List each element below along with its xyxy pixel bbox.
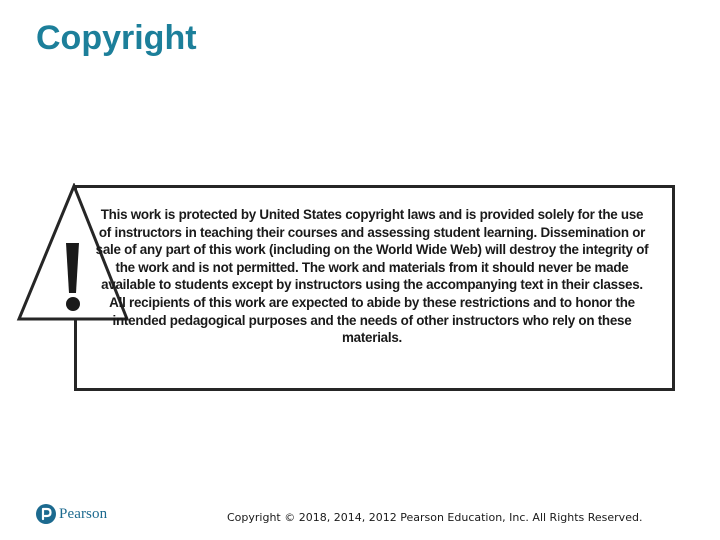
copyright-footer: Copyright © 2018, 2014, 2012 Pearson Education, Inc. All Rights Reserved. bbox=[227, 511, 643, 524]
slide-title: Copyright bbox=[36, 19, 197, 57]
copyright-notice-text: This work is protected by United States copyright laws and is provided solely for the use of instructors in teaching their courses and assessing student learning. Dissemination or sale of any part of this work (including on the World Wide Web) will destroy the integrity of the work and is not permitted. The work and materials from it should never be made available to students except by instructors using the accompanying text in their classes. All recipients of this work are expected to abide by these restrictions and to honor the intended pedagogical purposes and the needs of other instructors who rely on these materials. bbox=[95, 207, 649, 346]
pearson-logo-icon bbox=[36, 504, 56, 524]
pearson-wordmark: Pearson bbox=[59, 505, 108, 522]
pearson-logo bbox=[36, 502, 107, 526]
